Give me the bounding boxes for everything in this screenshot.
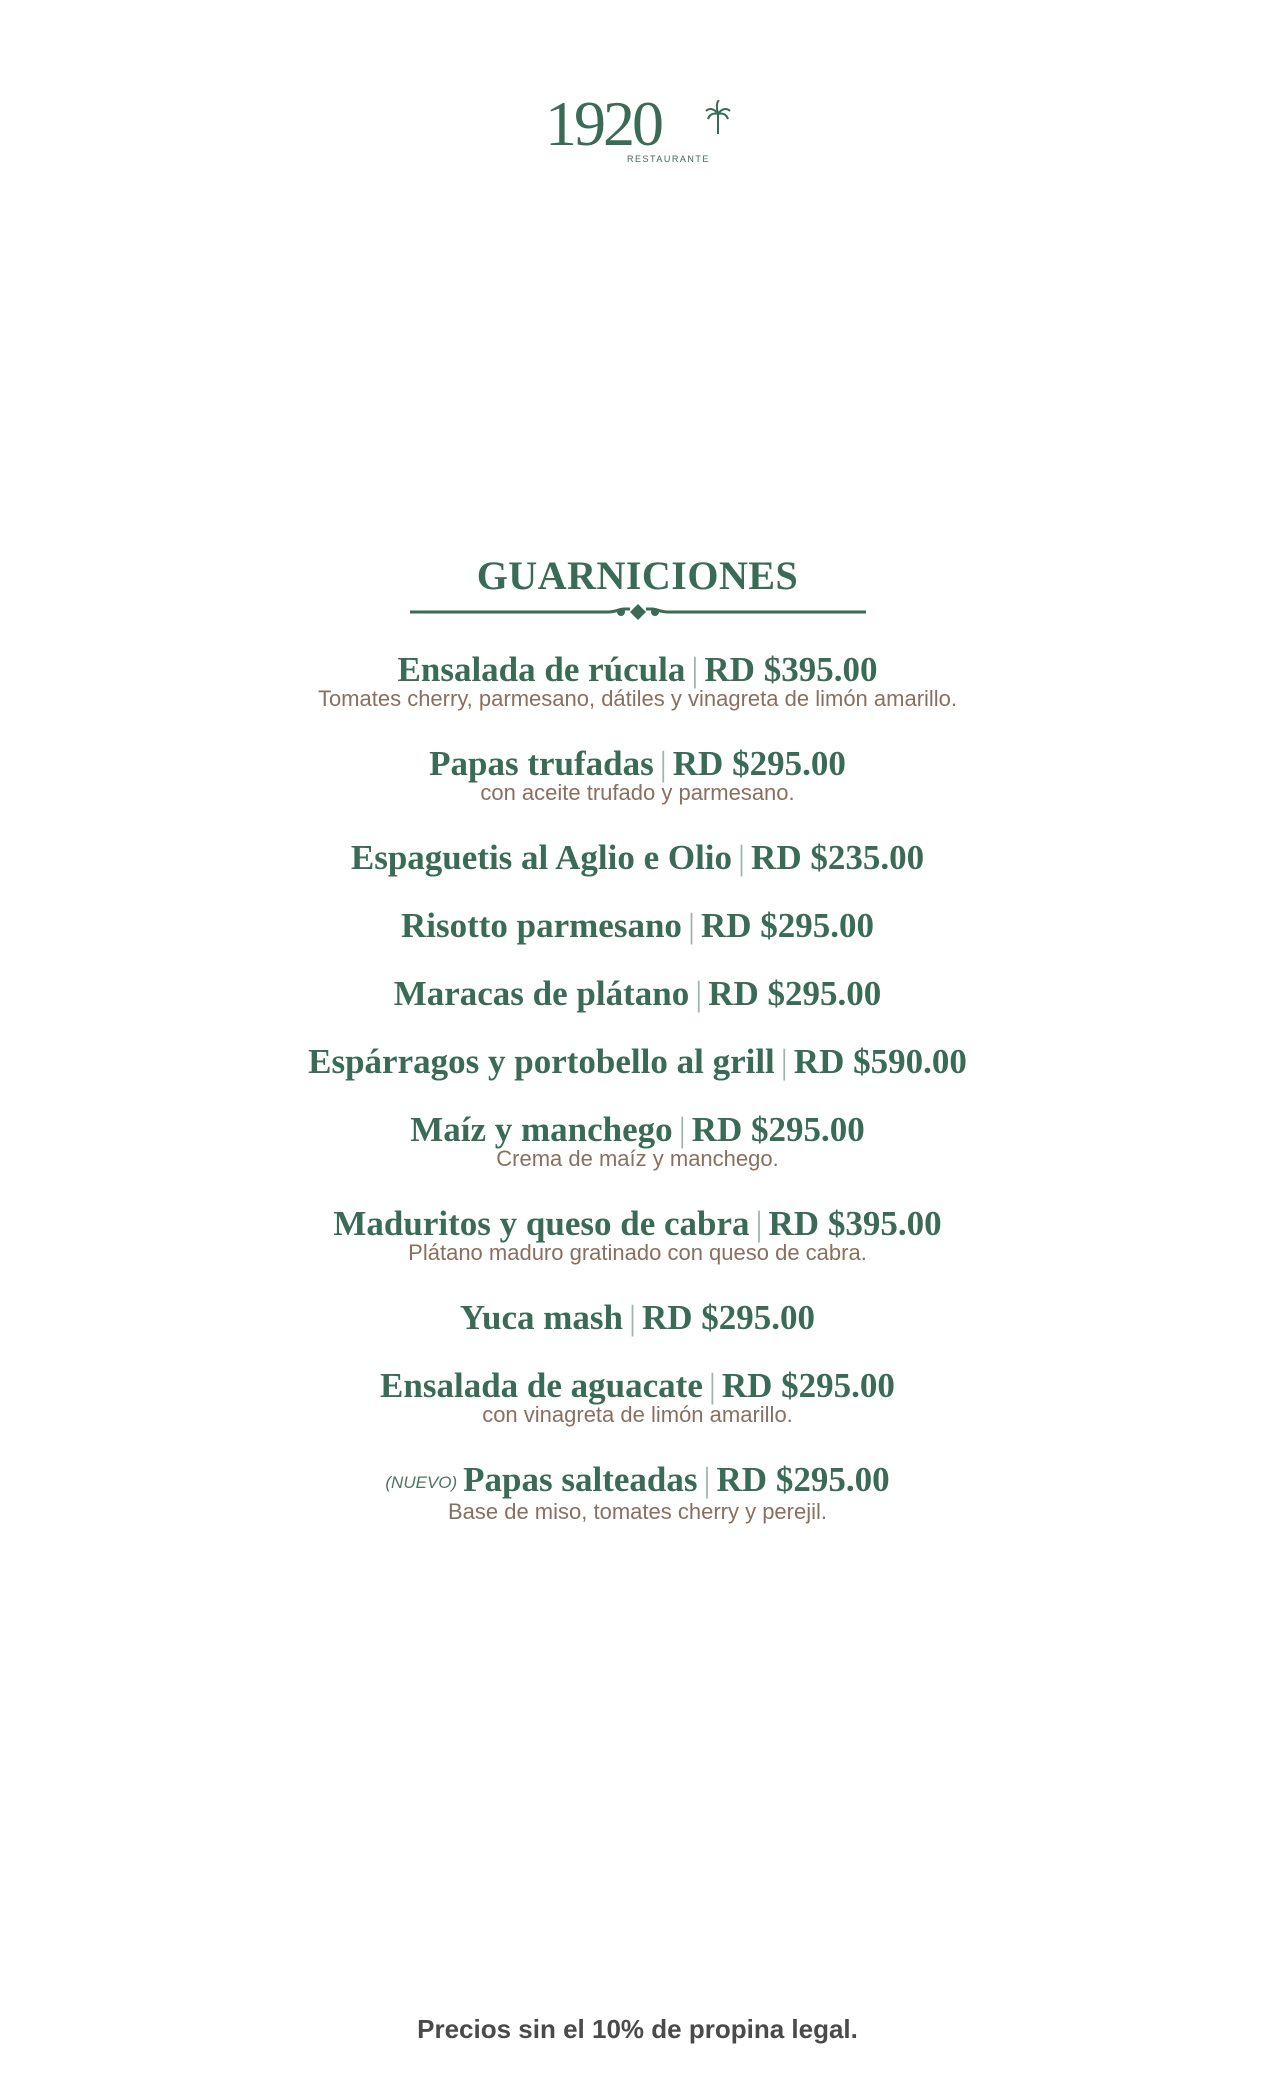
menu-item-name: Yuca mash [459, 1298, 623, 1337]
item-spacer [0, 1172, 1275, 1204]
item-spacer [0, 1338, 1275, 1366]
menu-item-price: RD $395.00 [704, 650, 878, 689]
menu-item-price: RD $295.00 [691, 1110, 865, 1149]
menu-item [0, 744, 1275, 806]
menu-item-line [0, 1366, 1275, 1406]
menu-item-line [0, 906, 1275, 946]
item-spacer [0, 806, 1275, 838]
new-badge: (NUEVO) [385, 1473, 458, 1492]
menu-item [0, 906, 1275, 946]
section-header [0, 553, 1275, 622]
menu-item-line [0, 1110, 1275, 1150]
menu-item-price: RD $295.00 [642, 1298, 816, 1337]
menu-item-description: Tomates cherry, parmesano, dátiles y vinagreta de limón amarillo. [317, 686, 958, 711]
menu-item [0, 1204, 1275, 1266]
menu-item-name: Risotto parmesano [400, 906, 682, 945]
menu-item [0, 1460, 1275, 1525]
price-separator: | [678, 1110, 686, 1149]
menu-item-name: Papas trufadas [429, 744, 654, 783]
item-spacer [0, 1082, 1275, 1110]
restaurant-logo [545, 88, 735, 182]
item-spacer [0, 712, 1275, 744]
item-spacer [0, 878, 1275, 906]
menu-item [0, 838, 1275, 878]
menu-item-price: RD $295.00 [672, 744, 846, 783]
menu-item-name: Maduritos y queso de cabra [333, 1204, 750, 1243]
menu-item [0, 650, 1275, 712]
price-separator: | [780, 1042, 788, 1081]
logo-number: 1920 [545, 88, 661, 159]
section-title: GUARNICIONES [476, 553, 799, 598]
item-spacer [0, 1266, 1275, 1298]
price-separator: | [755, 1204, 763, 1243]
menu-item-name: Espaguetis al Aglio e Olio [350, 838, 733, 877]
menu-item-description: Base de miso, tomates cherry y perejil. [447, 1499, 828, 1524]
item-spacer [0, 1014, 1275, 1042]
menu-item-price: RD $295.00 [716, 1460, 890, 1499]
menu-item [0, 1110, 1275, 1172]
ornamental-divider [408, 602, 868, 622]
item-spacer [0, 946, 1275, 974]
menu-item-name: Ensalada de aguacate [380, 1366, 703, 1405]
menu-item-line [0, 1204, 1275, 1244]
footer-note: Precios sin el 10% de propina legal. [417, 2014, 858, 2044]
menu-item [0, 1366, 1275, 1428]
menu-item-description: Crema de maíz y manchego. [496, 1146, 779, 1171]
menu-item [0, 974, 1275, 1014]
item-spacer [0, 1428, 1275, 1460]
price-separator: | [687, 906, 695, 945]
price-separator: | [628, 1298, 636, 1337]
menu-item-line [0, 650, 1275, 690]
menu-item-price: RD $295.00 [700, 906, 875, 945]
menu-items-list [0, 650, 1275, 1525]
price-separator: | [695, 974, 703, 1013]
menu-item-name: Papas salteadas [463, 1460, 698, 1499]
price-separator: | [708, 1366, 716, 1405]
price-separator: | [659, 744, 667, 783]
menu-item-description: con vinagreta de limón amarillo. [482, 1402, 793, 1427]
price-separator: | [703, 1460, 711, 1499]
menu-item-line [0, 838, 1275, 878]
menu-item-name: Maracas de plátano [393, 974, 690, 1013]
menu-item-name: Ensalada de rúcula [397, 650, 686, 689]
menu-item [0, 1298, 1275, 1338]
menu-item-price: RD $590.00 [793, 1042, 967, 1081]
menu-item-name: Maíz y manchego [410, 1110, 673, 1149]
menu-item-price: RD $395.00 [768, 1204, 942, 1243]
menu-item [0, 1042, 1275, 1082]
menu-item-line [0, 744, 1275, 784]
menu-item-name: Espárragos y portobello al grill [308, 1042, 775, 1081]
price-separator: | [691, 650, 699, 689]
menu-item-price: RD $235.00 [751, 838, 925, 877]
menu-item-line [0, 1042, 1275, 1082]
menu-item-line [0, 974, 1275, 1014]
menu-item-line [0, 1460, 1275, 1503]
menu-item-description: Plátano maduro gratinado con queso de cabra. [408, 1240, 867, 1265]
menu-item-price: RD $295.00 [721, 1366, 895, 1405]
price-separator: | [738, 838, 746, 877]
palm-tree-icon [705, 100, 731, 136]
menu-item-price: RD $295.00 [708, 974, 882, 1013]
menu-item-line [0, 1298, 1275, 1338]
menu-item-description: con aceite trufado y parmesano. [480, 780, 795, 805]
logo-subtitle: RESTAURANTE [627, 154, 710, 164]
